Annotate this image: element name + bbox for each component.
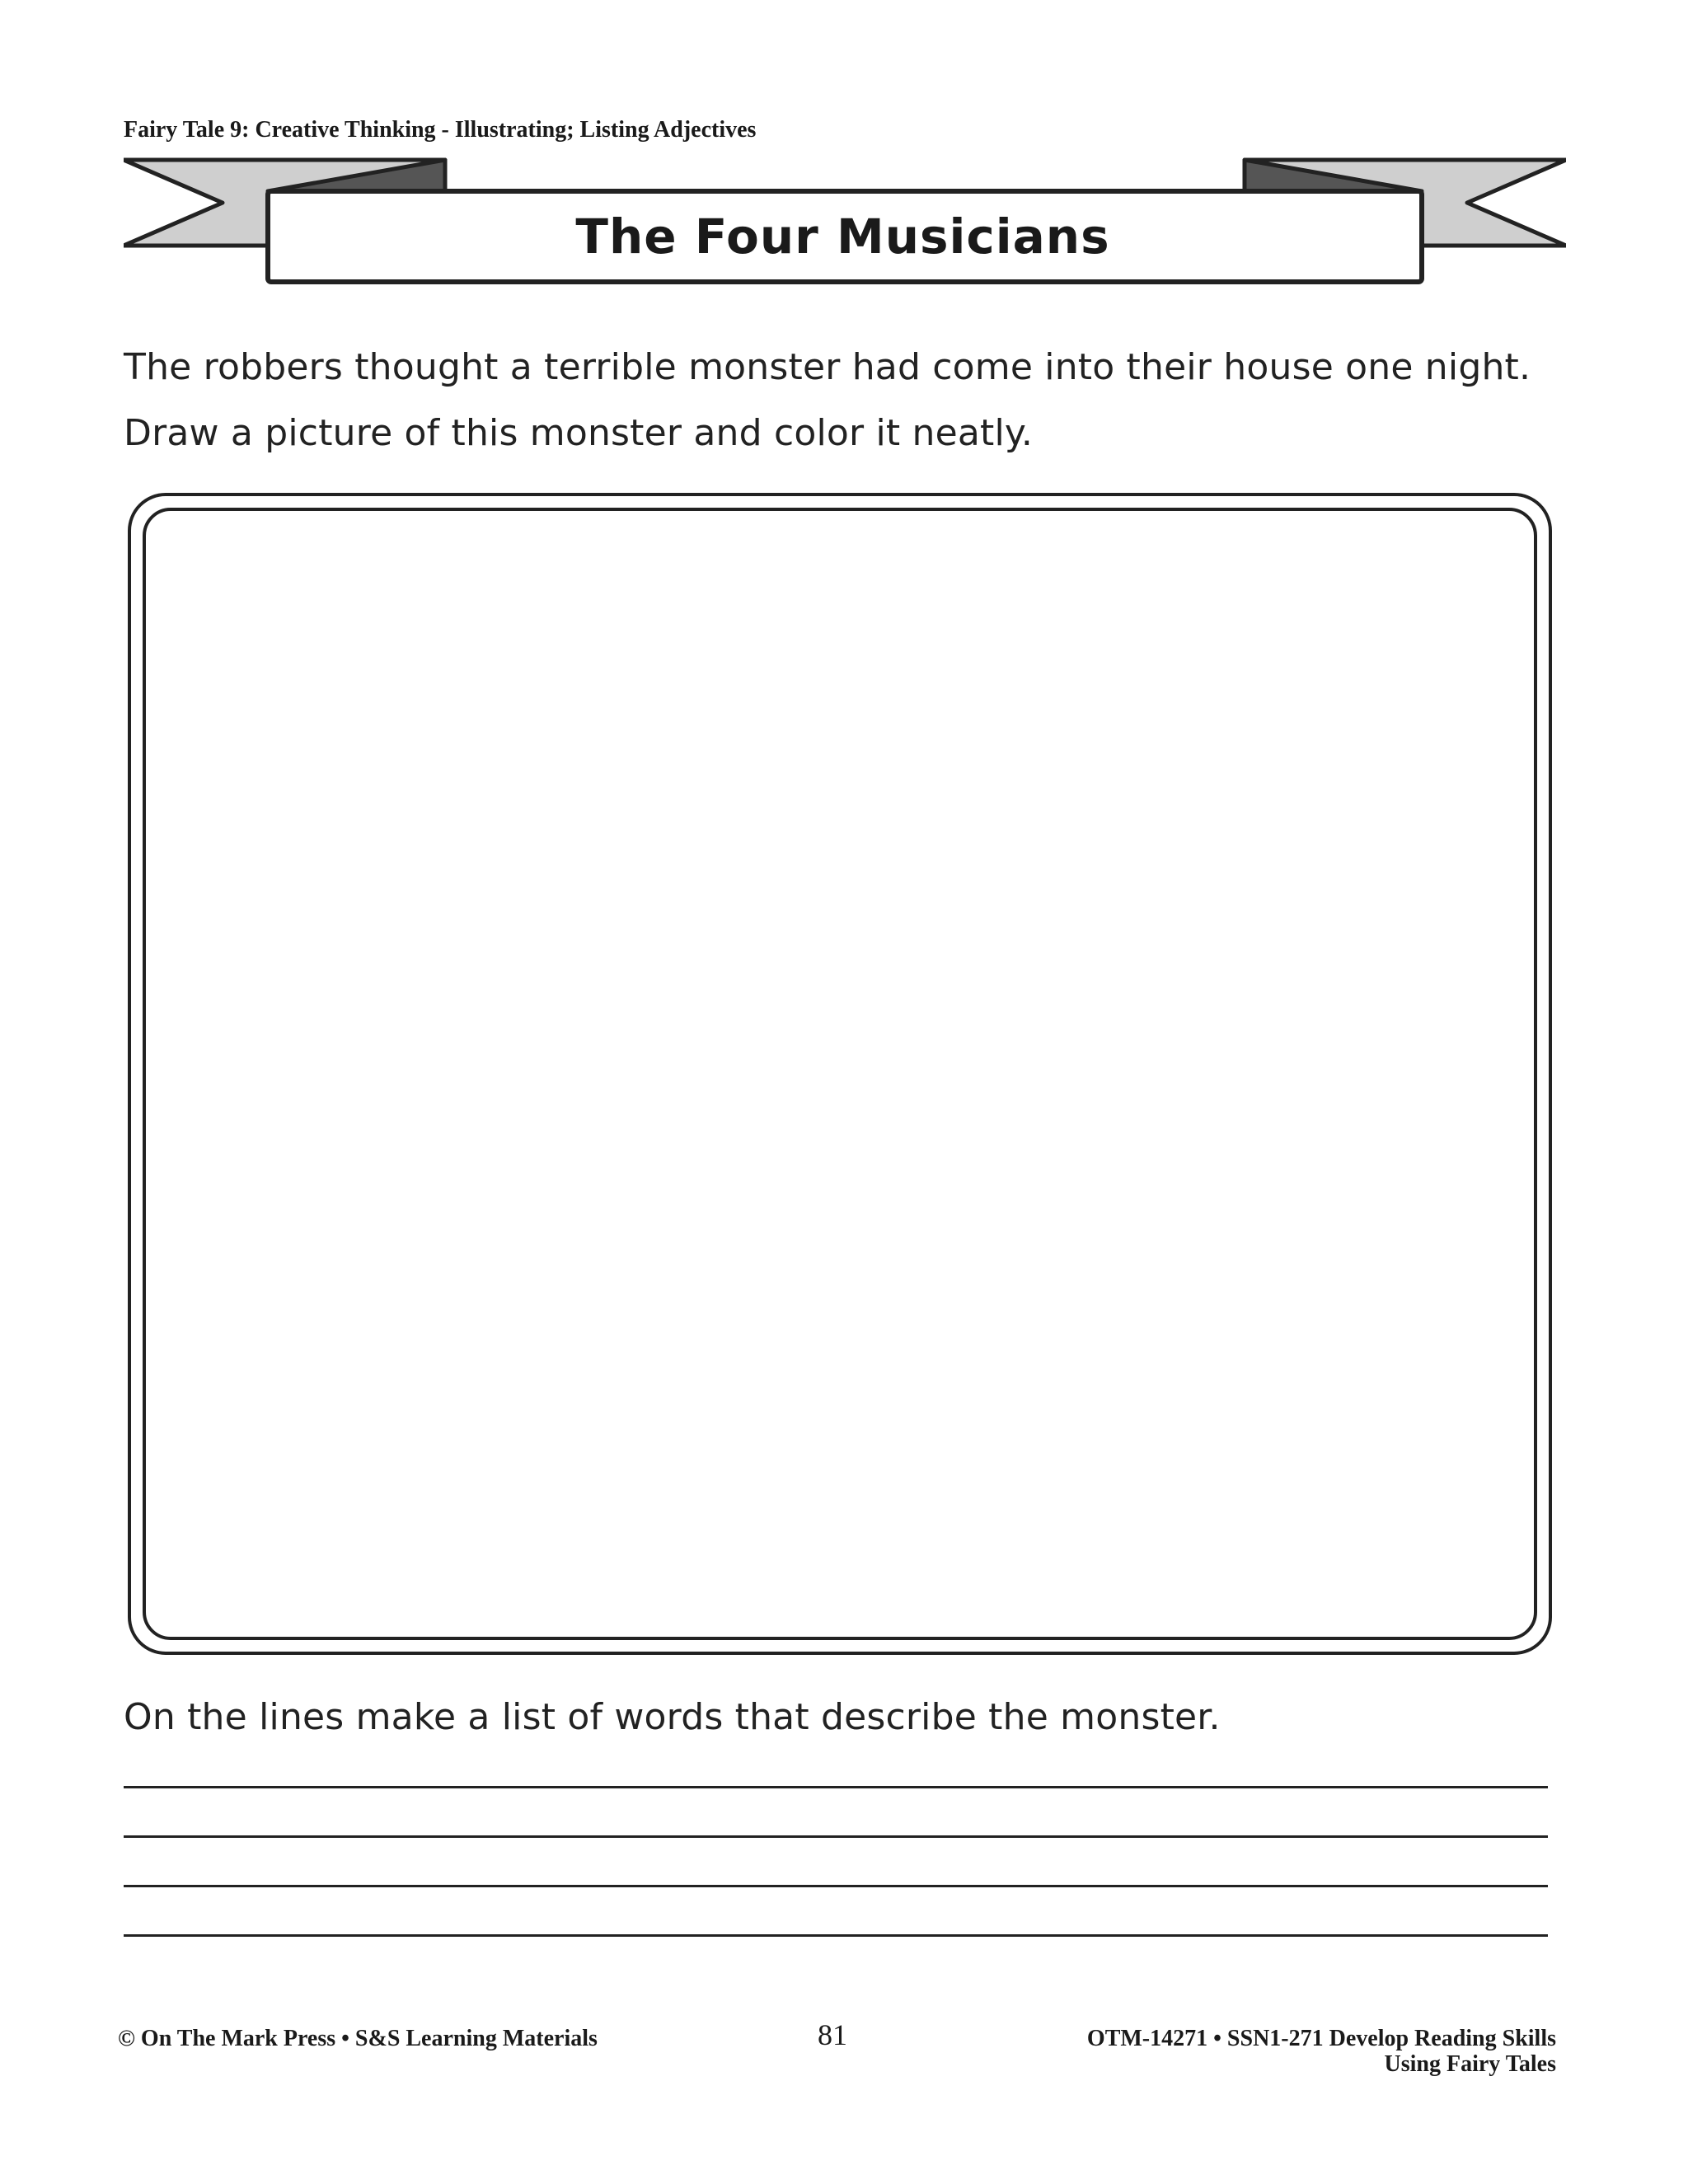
page-title: The Four Musicians: [575, 209, 1110, 265]
instruction-line-1: The robbers thought a terrible monster had come into their house one night.: [124, 346, 1531, 388]
writing-line-4[interactable]: [124, 1934, 1548, 1937]
footer-book-code: OTM-14271 • SSN1-271 Develop Reading Skills: [1086, 2026, 1556, 2051]
drawing-box[interactable]: [128, 493, 1552, 1655]
writing-line-2[interactable]: [124, 1835, 1548, 1838]
writing-line-3[interactable]: [124, 1885, 1548, 1887]
footer-book-subtitle: Using Fairy Tales: [1384, 2051, 1556, 2077]
footer-book-info: [1087, 2026, 1556, 2077]
footer-publisher: © On The Mark Press • S&S Learning Materials: [118, 2026, 598, 2051]
page-header-label: Fairy Tale 9: Creative Thinking - Illustrating; Listing Adjectives: [124, 117, 757, 143]
instruction-line-2: Draw a picture of this monster and color it neatly.: [124, 412, 1034, 454]
drawing-box-inner-border: [143, 508, 1537, 1640]
list-prompt: On the lines make a list of words that describe the monster.: [124, 1696, 1221, 1738]
writing-line-1[interactable]: [124, 1786, 1548, 1788]
page-number: 81: [818, 2018, 847, 2051]
